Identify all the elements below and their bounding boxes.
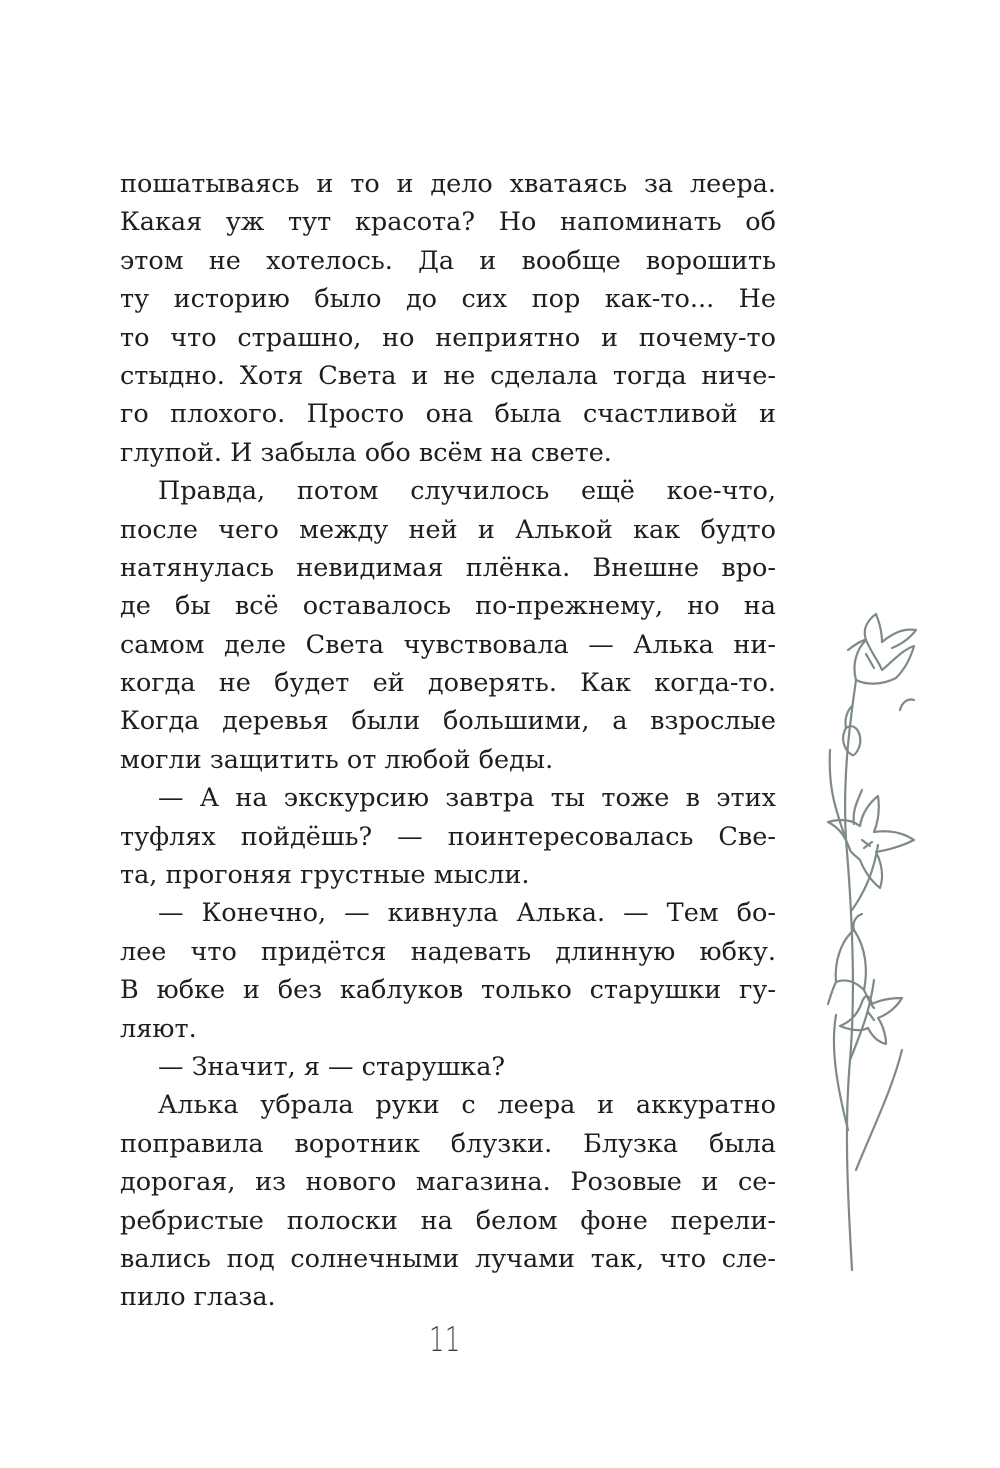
text-line-25: Алька убрала руки с леера и аккуратно xyxy=(158,1090,776,1121)
text-line-10: после чего между ней и Алькой как будто xyxy=(120,514,776,545)
text-line-18: туфлях пойдёшь? — поинтересовалась Све- xyxy=(120,821,776,852)
text-line-14: когда не будет ей доверять. Как когда-то. xyxy=(120,668,776,699)
text-line-24: — Значит, я — старушка? xyxy=(158,1051,506,1082)
text-line-21: лее что придётся надевать длинную юбку. xyxy=(120,936,776,967)
text-line-16: могли защитить от любой беды. xyxy=(120,744,554,775)
text-line-13: самом деле Света чувствовала — Алька ни- xyxy=(120,629,776,660)
text-line-7: го плохого. Просто она была счастливой и xyxy=(120,399,776,430)
text-line-5: то что страшно, но неприятно и почему-то xyxy=(120,322,776,353)
body-text xyxy=(120,165,776,1317)
text-line-19: та, прогоняя грустные мысли. xyxy=(120,860,530,891)
text-line-15: Когда деревья были большими, а взрослые xyxy=(120,706,776,737)
text-line-22: В юбке и без каблуков только старушки гу- xyxy=(120,975,776,1006)
text-line-11: натянулась невидимая плёнка. Внешне вро- xyxy=(120,552,776,583)
page-number: 11 xyxy=(429,1320,461,1360)
text-line-17: — А на экскурсию завтра ты тоже в этих xyxy=(158,783,776,814)
text-line-28: ребристые полоски на белом фоне перели- xyxy=(120,1205,776,1236)
text-line-23: ляют. xyxy=(120,1013,197,1044)
text-line-8: глупой. И забыла обо всём на свете. xyxy=(120,437,612,468)
text-line-3: этом не хотелось. Да и вообще ворошить xyxy=(120,245,776,276)
text-line-20: — Конечно, — кивнула Алька. — Тем бо- xyxy=(158,898,776,929)
text-line-6: стыдно. Хотя Света и не сделала тогда ниче- xyxy=(120,360,776,391)
text-line-4: ту историю было до сих пор как-то... Не xyxy=(120,284,776,315)
text-line-12: де бы всё оставалось по-прежнему, но на xyxy=(120,591,776,622)
text-line-2: Какая уж тут красота? Но напоминать об xyxy=(120,207,776,238)
bellflower-icon xyxy=(822,610,957,1280)
text-line-29: вались под солнечными лучами так, что сле- xyxy=(120,1243,776,1274)
text-line-9: Правда, потом случилось ещё кое-что, xyxy=(158,476,776,507)
text-line-27: дорогая, из нового магазина. Розовые и се- xyxy=(120,1167,776,1198)
text-line-26: поправила воротник блузки. Блузка была xyxy=(120,1128,776,1159)
text-line-1: пошатываясь и то и дело хватаясь за леера. xyxy=(120,169,776,199)
text-line-30: пило глаза. xyxy=(120,1282,276,1313)
